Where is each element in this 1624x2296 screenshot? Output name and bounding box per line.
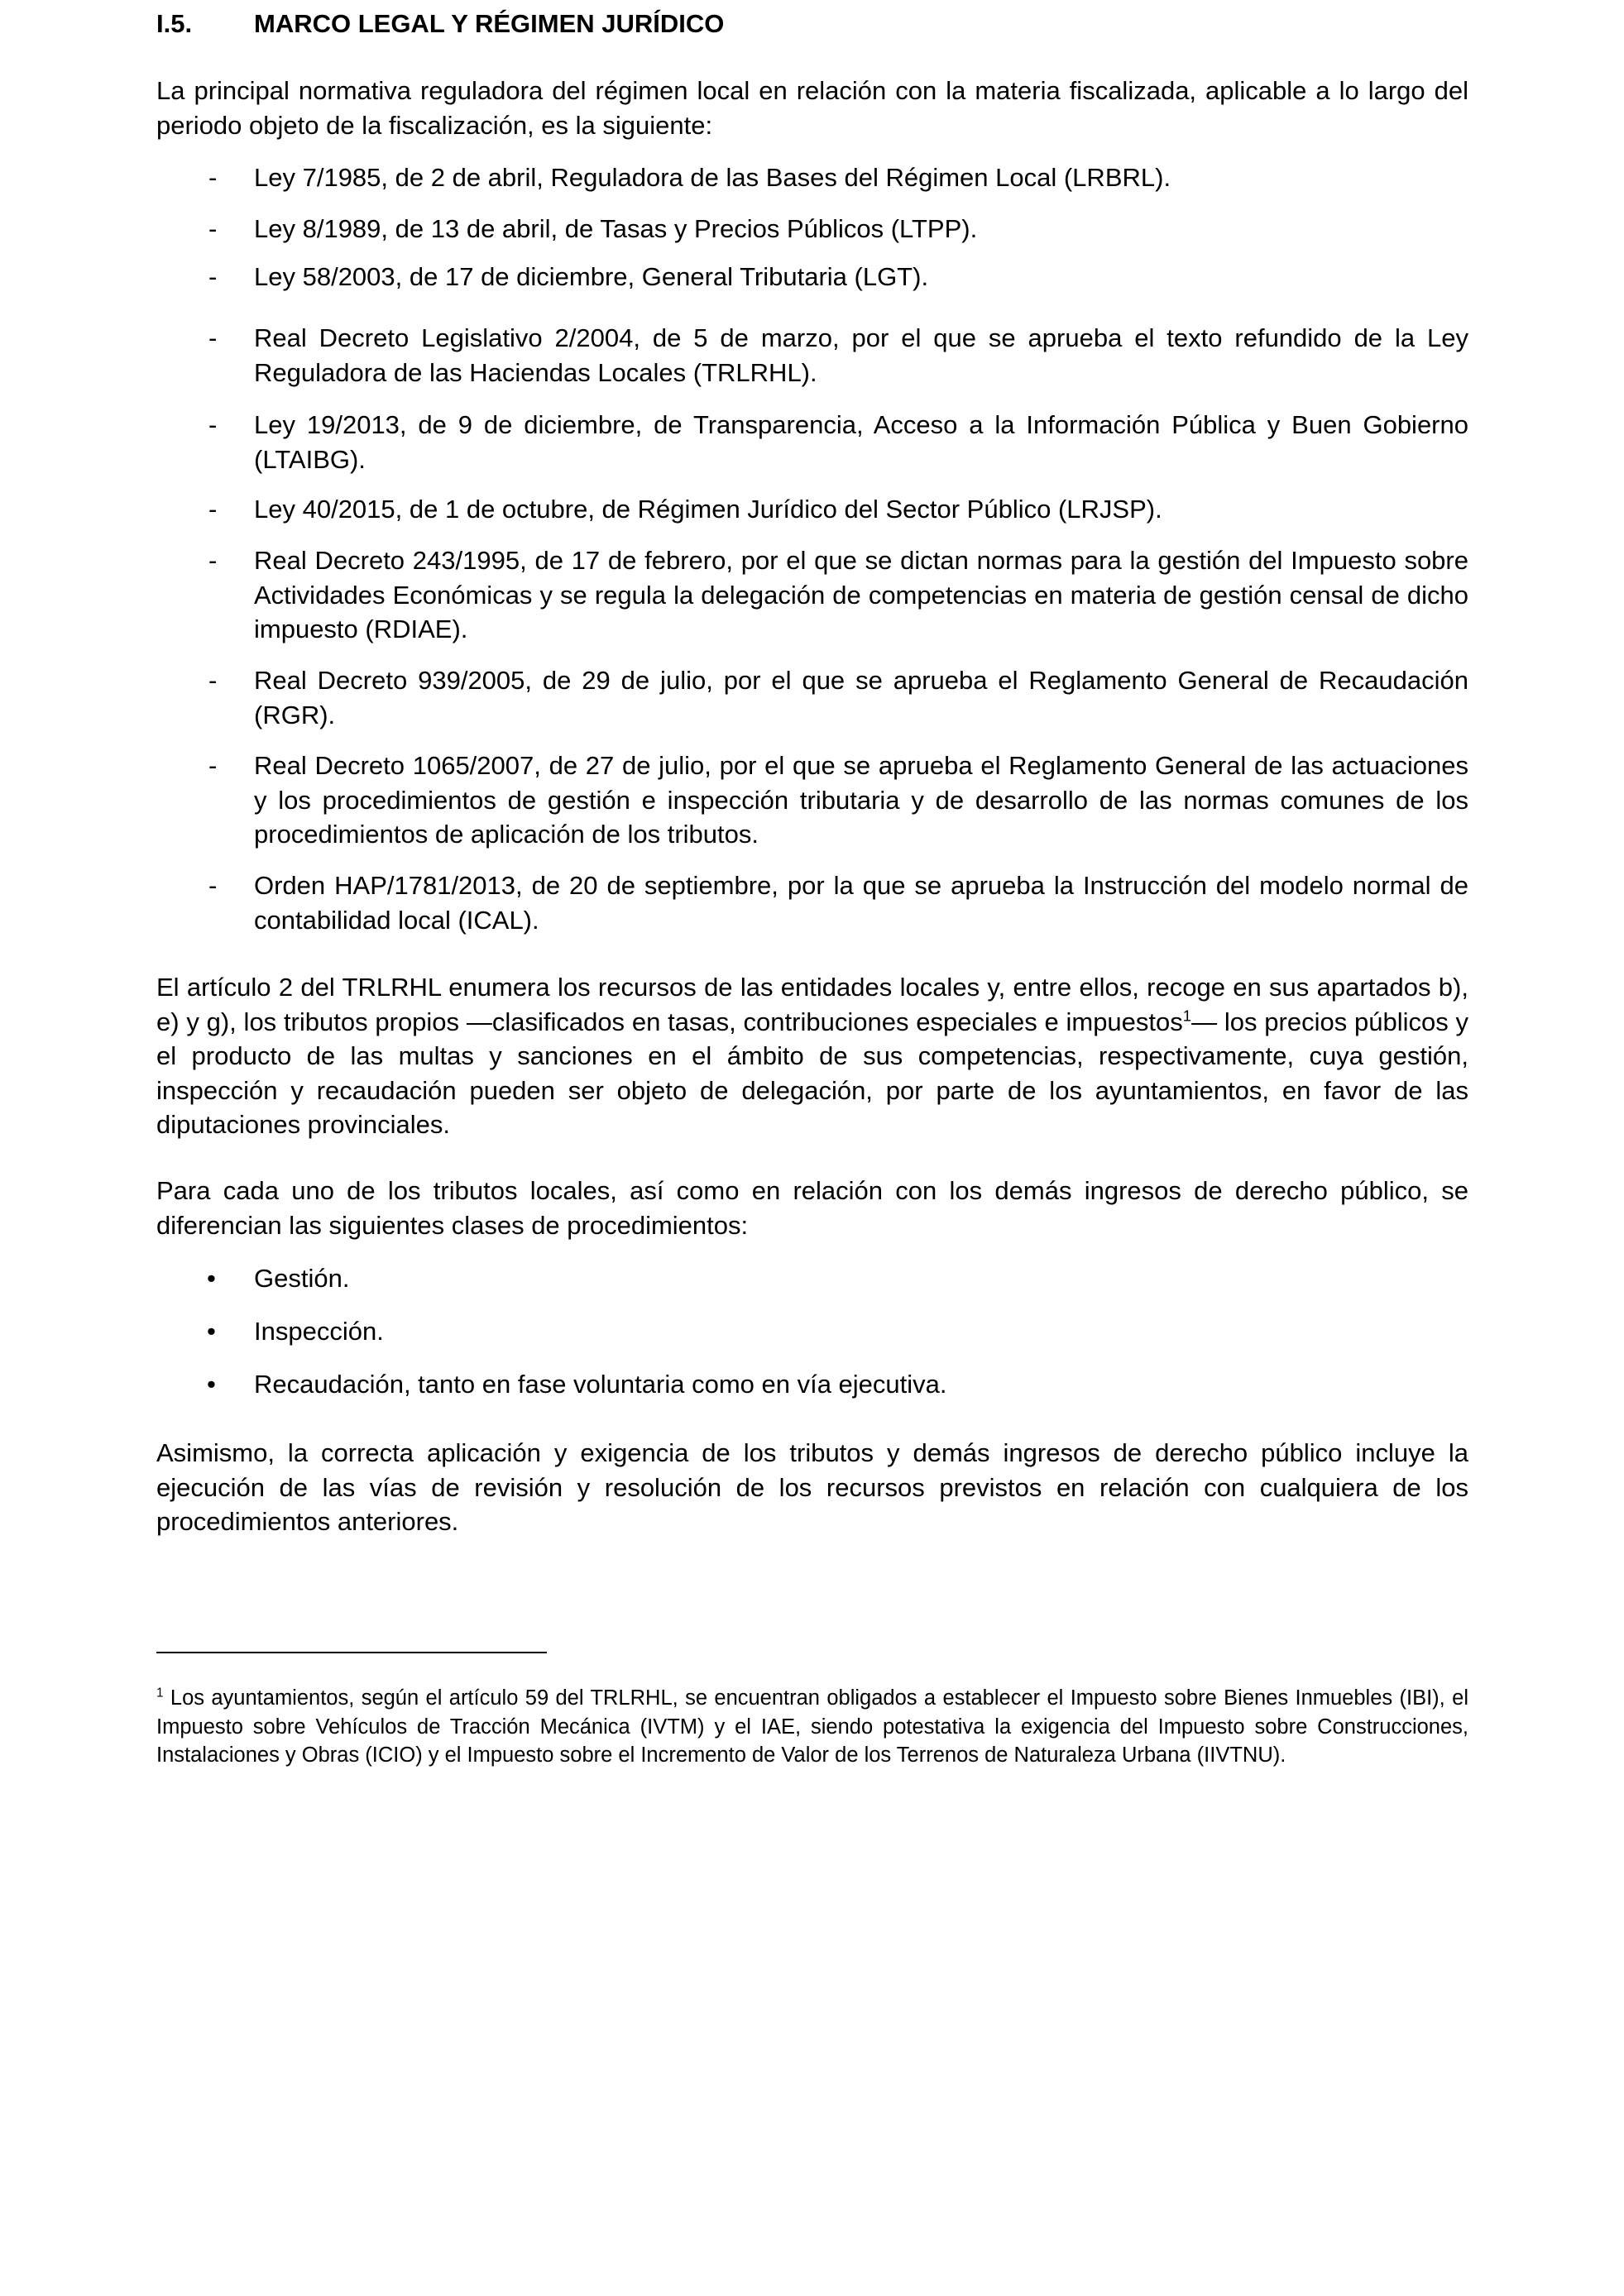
procedure-text: Gestión. — [254, 1264, 350, 1293]
law-text: Ley 58/2003, de 17 de diciembre, General Tributaria (LGT). — [254, 262, 929, 291]
footnote-reference[interactable]: 1 — [1182, 1007, 1192, 1025]
footnote-number: 1 — [156, 1686, 164, 1700]
footnote-separator — [156, 1652, 547, 1653]
law-item — [208, 492, 1468, 527]
law-text: Orden HAP/1781/2013, de 20 de septiembre, por la que se aprueba la Instrucción del modelo normal de contabilidad local (ICAL). — [254, 871, 1468, 935]
procedures-intro-paragraph: Para cada uno de los tributos locales, así como en relación con los demás ingresos de derecho público, se diferencian las siguientes clases de procedimientos: — [156, 1176, 1468, 1240]
dash-marker: - — [208, 410, 218, 439]
paragraph-text: — los precios públicos y el producto de las multas y sanciones en el ámbito de sus competencias, respectivamente, cuya gestión, inspección y recaudación pueden ser objeto de delegación, por parte de los ayuntamientos, en favor de las diputaciones provinciales. — [156, 1007, 1469, 1139]
dash-marker: - — [208, 163, 218, 192]
closing-paragraph: Asimismo, la correcta aplicación y exigencia de los tributos y demás ingresos de derecho público incluye la ejecución de las vías de revisión y resolución de los recursos previstos en relación con cualquiera de los procedimientos anteriores. — [156, 1438, 1468, 1536]
law-text: Real Decreto 243/1995, de 17 de febrero, por el que se dictan normas para la gestión del Impuesto sobre Actividades Económicas y se regula la delegación de competencias en materia de gestión censal de dicho impuesto (RDIAE). — [254, 546, 1468, 643]
law-text: Ley 40/2015, de 1 de octubre, de Régimen Jurídico del Sector Público (LRJSP). — [254, 495, 1162, 524]
bullet-marker: • — [207, 1317, 216, 1346]
law-item — [208, 543, 1468, 647]
law-item — [208, 749, 1468, 852]
bullet-marker: • — [207, 1264, 216, 1293]
section-number: I.5. — [156, 9, 193, 38]
law-text: Real Decreto 1065/2007, de 27 de julio, por el que se aprueba el Reglamento General de las actuaciones y los procedimientos de gestión e inspección tributaria y de desarrollo de las normas comunes de los procedimientos de aplicación de los tributos. — [254, 751, 1468, 849]
procedure-item — [207, 1261, 1468, 1296]
law-item — [208, 408, 1468, 476]
dash-marker: - — [208, 751, 218, 780]
section-title: MARCO LEGAL Y RÉGIMEN JURÍDICO — [254, 9, 725, 38]
law-text: Real Decreto 939/2005, de 29 de julio, por el que se aprueba el Reglamento General de Recaudación (RGR). — [254, 666, 1468, 729]
intro-paragraph: La principal normativa reguladora del régimen local en relación con la materia fiscalizada, aplicable a lo largo del periodo objeto de la fiscalización, es la siguiente: — [156, 76, 1468, 140]
law-text: Ley 8/1989, de 13 de abril, de Tasas y Precios Públicos (LTPP). — [254, 214, 978, 243]
procedure-text: Inspección. — [254, 1317, 384, 1346]
law-item — [208, 260, 1468, 294]
law-item — [208, 868, 1468, 937]
section-heading — [156, 7, 1468, 41]
law-item — [208, 321, 1468, 390]
law-text: Ley 19/2013, de 9 de diciembre, de Transparencia, Acceso a la Información Pública y Buen Gobierno (LTAIBG). — [254, 410, 1468, 474]
resources-paragraph — [156, 970, 1468, 1142]
paragraph-text: El artículo 2 del TRLRHL enumera los recursos de las entidades locales y, entre ellos, recoge en sus apartados b), e) y g), los tributos propios —clasificados en tasas, contribuciones especiales e impuestos — [156, 973, 1468, 1036]
dash-marker: - — [208, 871, 218, 900]
dash-marker: - — [208, 495, 218, 524]
footnote-text: Los ayuntamientos, según el artículo 59 del TRLRHL, se encuentran obligados a establecer el Impuesto sobre Bienes Inmuebles (IBI), el Impuesto sobre Vehículos de Tracción Mecánica (IVTM) y el IAE, siendo potestativa la exigencia del Impuesto sobre Construcciones, Instalaciones y Obras (ICIO) y el Impuesto sobre el Incremento de Valor de los Terrenos de Naturaleza Urbana (IIVTNU). — [156, 1686, 1468, 1767]
law-item — [208, 212, 1468, 246]
law-text: Ley 7/1985, de 2 de abril, Reguladora de las Bases del Régimen Local (LRBRL). — [254, 163, 1171, 192]
law-item — [208, 160, 1468, 195]
dash-marker: - — [208, 262, 218, 291]
dash-marker: - — [208, 666, 218, 695]
law-item — [208, 663, 1468, 732]
dash-marker: - — [208, 214, 218, 243]
footnote — [156, 1684, 1468, 1770]
procedure-item — [207, 1314, 1468, 1349]
dash-marker: - — [208, 323, 218, 352]
law-text: Real Decreto Legislativo 2/2004, de 5 de marzo, por el que se aprueba el texto refundido de la Ley Reguladora de las Haciendas Locales (TRLRHL). — [254, 323, 1468, 387]
bullet-marker: • — [207, 1370, 216, 1399]
procedure-text: Recaudación, tanto en fase voluntaria como en vía ejecutiva. — [254, 1370, 947, 1399]
procedure-item — [207, 1367, 1468, 1402]
dash-marker: - — [208, 546, 218, 575]
